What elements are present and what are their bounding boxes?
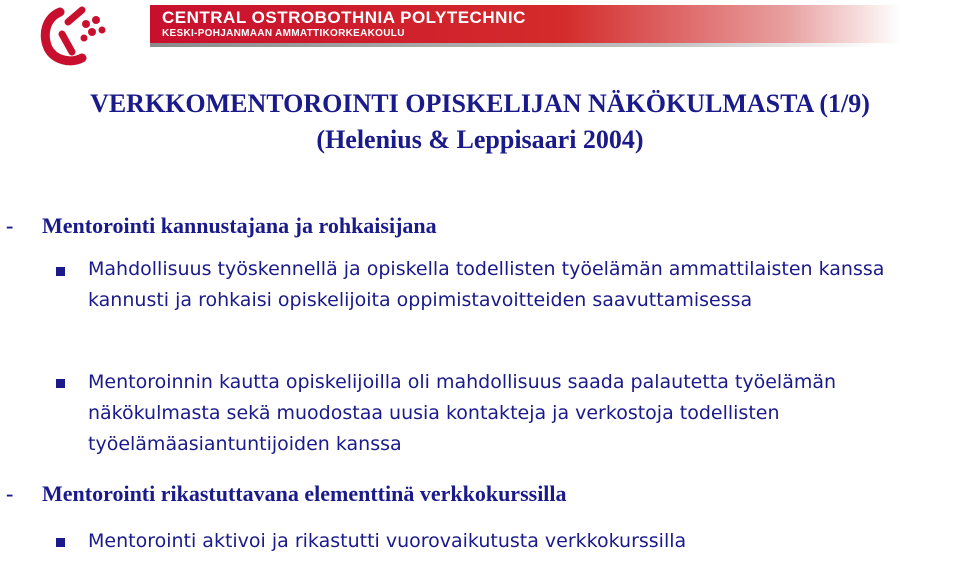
section-heading: [6, 213, 437, 239]
dash-marker: -: [6, 213, 14, 238]
dash-marker: -: [6, 481, 14, 506]
square-bullet-icon: [56, 379, 65, 388]
list-item: Mahdollisuus työskennellä ja opiskella todellisten työelämän ammattilaisten kanssa kannusti ja rohkaisi opiskelijoita oppimistavoitteiden saavuttamisessa: [88, 258, 885, 311]
institution-name: CENTRAL OSTROBOTHNIA POLYTECHNIC: [162, 8, 526, 27]
list-item: Mentorointi aktivoi ja rikastutti vuorovaikutusta verkkokurssilla: [88, 530, 687, 552]
square-bullet-icon: [56, 538, 65, 547]
list-item: Mentoroinnin kautta opiskelijoilla oli mahdollisuus saada palautetta työelämän näkökulmasta sekä muodostaa uusia kontakteja ja verkostoja todellisten työelämäasiantuntijoiden kanssa: [88, 371, 837, 455]
institution-subname: KESKI-POHJANMAAN AMMATTIKORKEAKOULU: [162, 28, 405, 39]
section-heading: [6, 481, 567, 507]
slide-title: [0, 86, 960, 158]
banner-shadow: [150, 43, 880, 47]
institution-banner: [150, 5, 900, 43]
section-heading-text: Mentorointi kannustajana ja rohkaisijana: [42, 213, 437, 238]
square-bullet-icon: [56, 267, 65, 276]
header: [0, 0, 960, 70]
polytechnic-logo-icon: [38, 4, 108, 66]
slide-title-line2: (Helenius & Leppisaari 2004): [316, 125, 644, 154]
section-heading-text: Mentorointi rikastuttavana elementtinä verkkokurssilla: [42, 481, 567, 506]
slide-title-line1: VERKKOMENTOROINTI OPISKELIJAN NÄKÖKULMASTA (1/9): [90, 89, 870, 118]
